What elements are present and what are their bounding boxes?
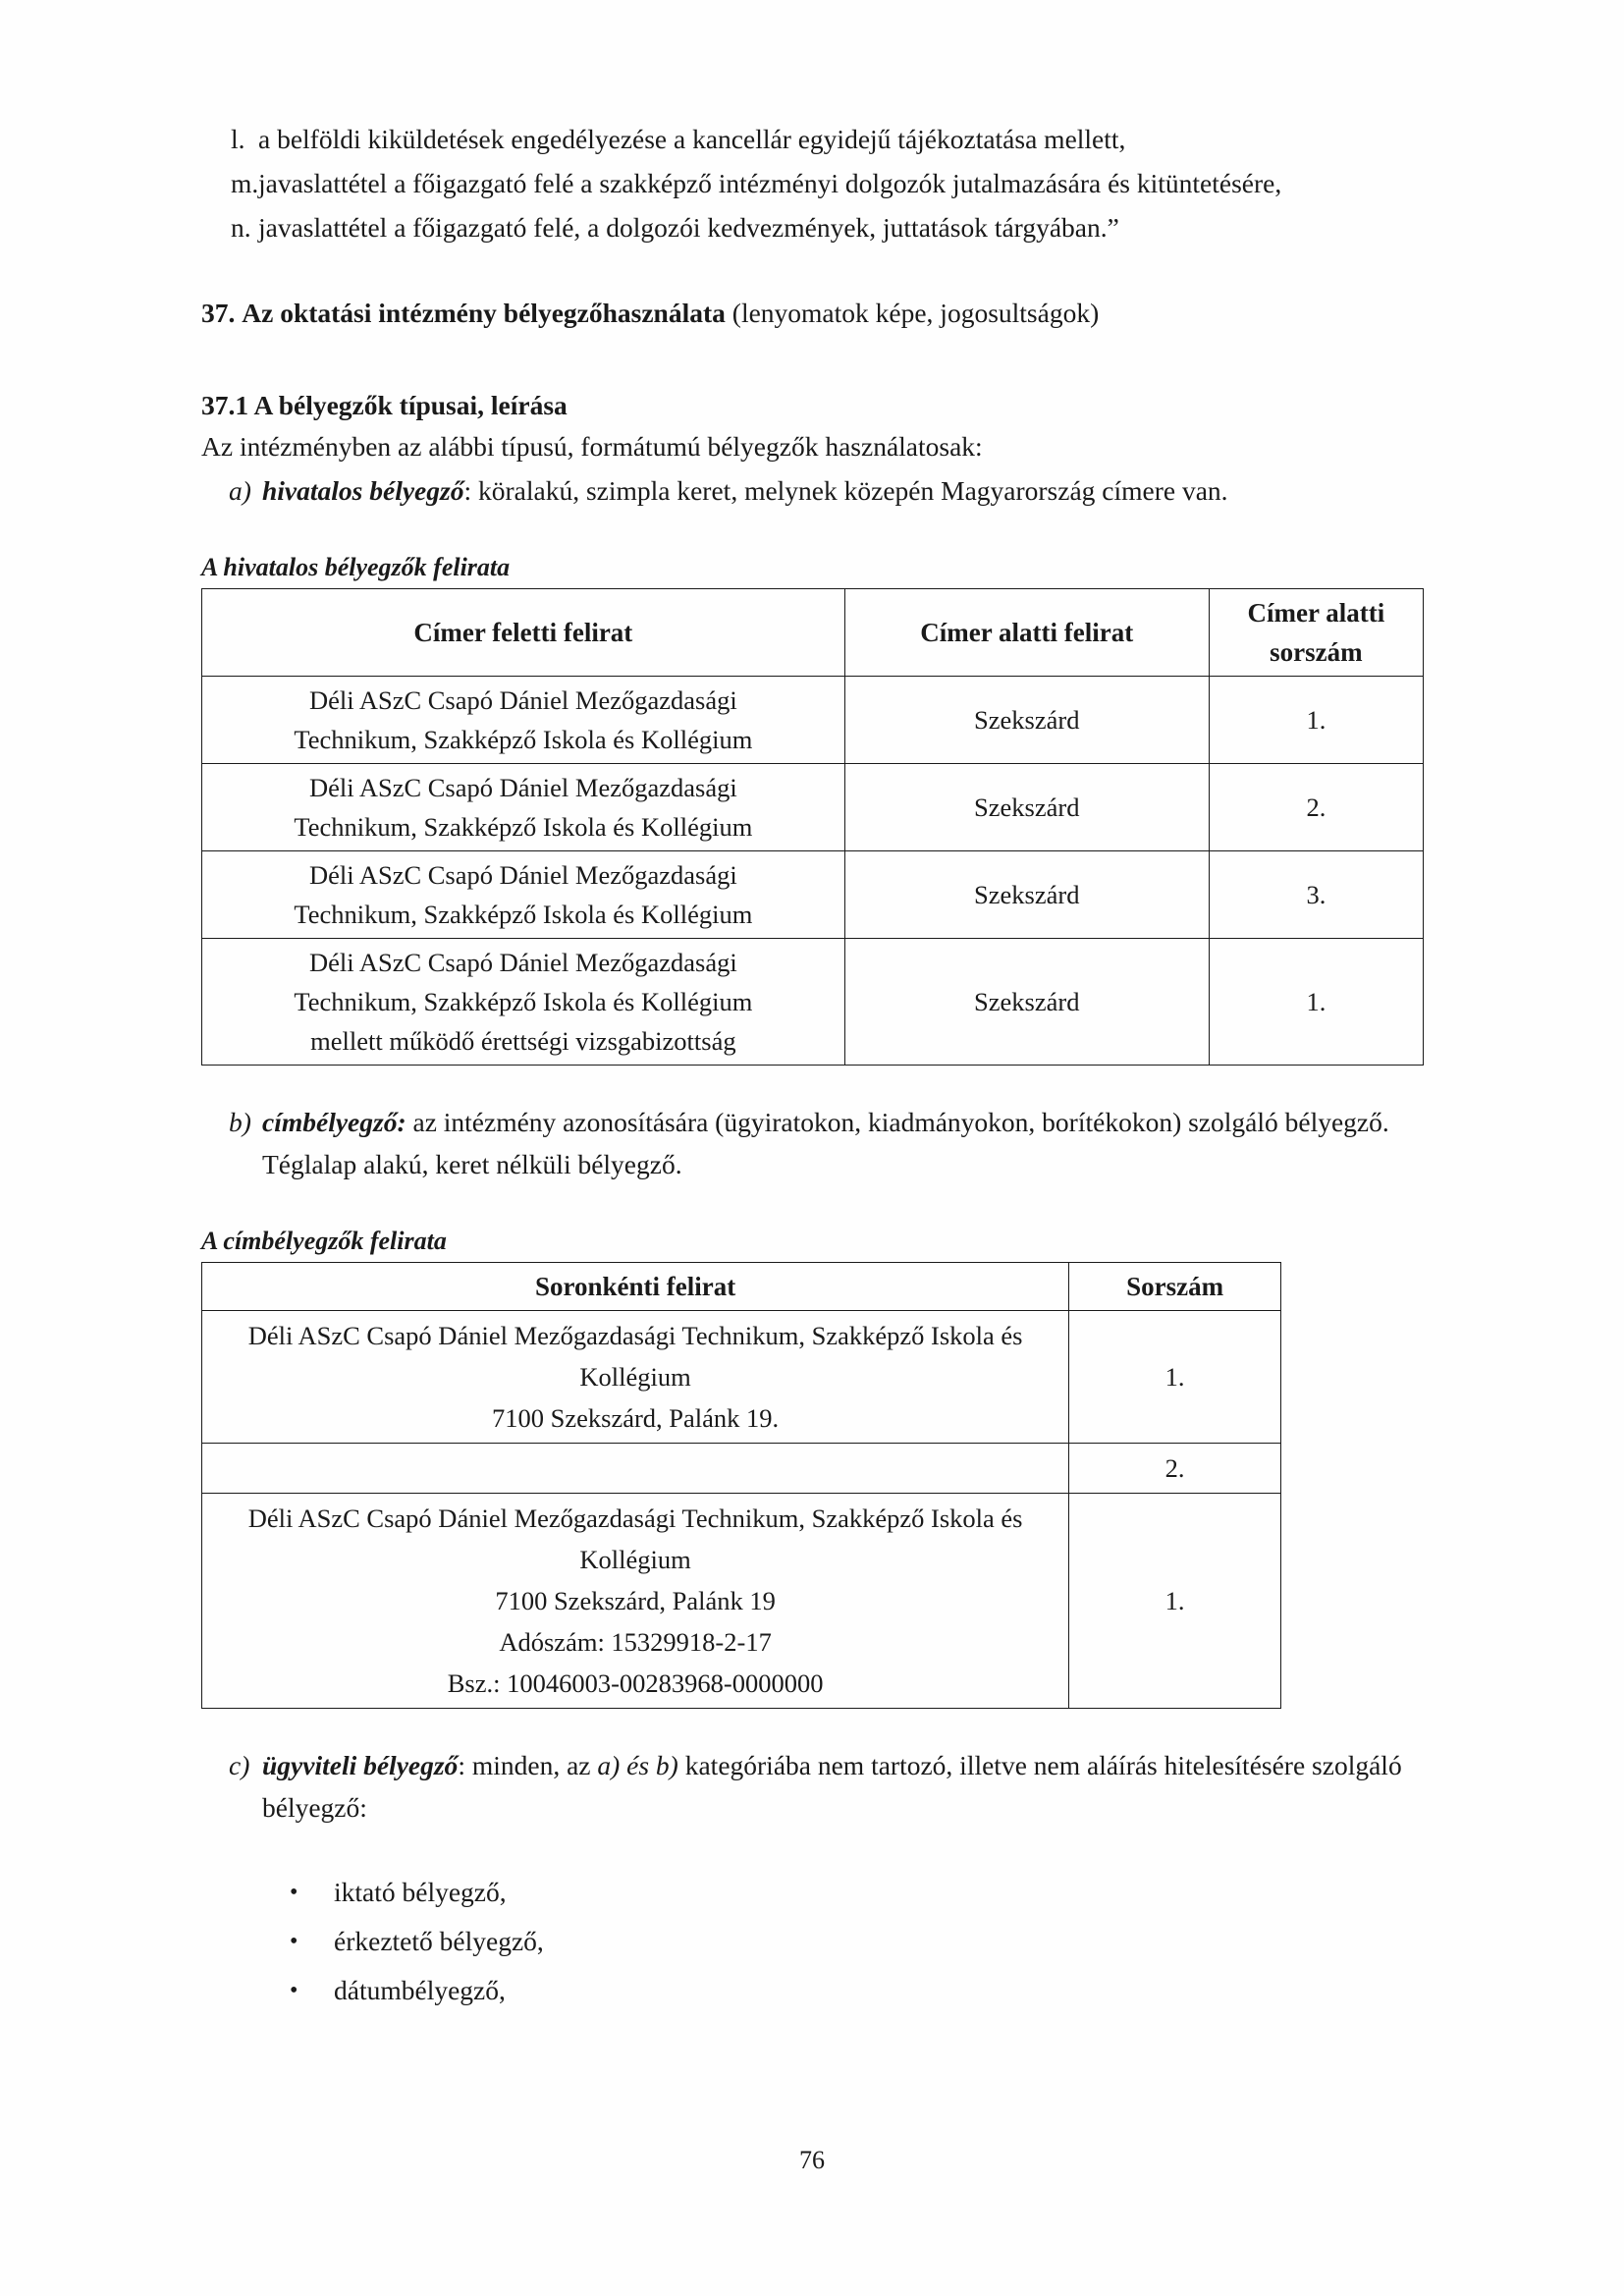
list-item (201, 206, 1424, 248)
term-rest-1: : minden, az (458, 1750, 598, 1780)
section-heading-37 (201, 294, 1424, 333)
letter-item-b (201, 1101, 1424, 1185)
table1-cell-serial: 2. (1209, 764, 1423, 851)
table-row (202, 677, 1424, 764)
cell-line: Technikum, Szakképző Iskola és Kollégium (294, 725, 753, 754)
term-rest-2: kategóriába nem tartozó, illetve nem aláírás hitelesítésére szolgáló bélyegző: (262, 1750, 1402, 1823)
address-stamps-table (201, 1262, 1281, 1709)
table2-header-1: Soronkénti felirat (202, 1263, 1069, 1311)
table1-cell-city: Szekszárd (844, 677, 1209, 764)
term-rest: az intézmény azonosítására (ügyiratokon, kiadmányokon, borítékokon) szolgáló bélyegző. Téglalap alakú, keret nélküli bélyegző. (262, 1107, 1389, 1179)
cell-line: Technikum, Szakképző Iskola és Kollégium (294, 987, 753, 1016)
table1-cell-city: Szekszárd (844, 939, 1209, 1066)
table2-caption: A címbélyegzők felirata (201, 1227, 447, 1255)
cell-line: Bsz.: 10046003-00283968-0000000 (447, 1668, 824, 1698)
cell-line: Déli ASzC Csapó Dániel Mezőgazdasági (309, 773, 737, 802)
cell-line: Technikum, Szakképző Iskola és Kollégium (294, 900, 753, 929)
section-title-bold: Az oktatási intézmény bélyegzőhasználata (242, 298, 726, 328)
letter-item-c (201, 1744, 1424, 1829)
cell-line: Déli ASzC Csapó Dániel Mezőgazdasági (309, 685, 737, 715)
cell-line: Kollégium (579, 1545, 691, 1574)
table-header-row (202, 1263, 1281, 1311)
letter-text (262, 1744, 1424, 1829)
table-row (202, 764, 1424, 851)
list-marker: n. (231, 212, 251, 243)
table2-cell-serial: 2. (1069, 1444, 1281, 1494)
list-item: • iktató bélyegző, (201, 1868, 1424, 1917)
table1-cell-serial: 1. (1209, 677, 1423, 764)
list-text: javaslattétel a főigazgató felé, a dolgozói kedvezmények, juttatások tárgyában.” (258, 212, 1119, 243)
term-ugyviteli-belyegzo: ügyviteli bélyegző (262, 1750, 459, 1780)
table-row (202, 1311, 1281, 1444)
list-marker: m. (231, 168, 259, 198)
table1-cell-name (202, 764, 845, 851)
cell-line: Déli ASzC Csapó Dániel Mezőgazdasági Technikum, Szakképző Iskola és (247, 1503, 1023, 1533)
subsection-heading-371: 37.1 A bélyegzők típusai, leírása (201, 390, 568, 420)
table-row (202, 1494, 1281, 1709)
cell-line: 7100 Szekszárd, Palánk 19 (495, 1586, 776, 1615)
table-row (202, 1444, 1281, 1494)
table-row (202, 939, 1424, 1066)
section-number: 37. (201, 298, 236, 328)
table1-cell-name (202, 677, 845, 764)
list-item (201, 162, 1424, 204)
continued-alpha-list (201, 118, 1424, 248)
letter-marker: b) (229, 1107, 251, 1137)
table1-header-3: Címer alatti sorszám (1209, 589, 1423, 677)
term-rest: : köralakú, szimpla keret, melynek közepén Magyarország címere van. (463, 475, 1228, 506)
table1-cell-name (202, 939, 845, 1066)
list-item (201, 118, 1424, 160)
table1-caption: A hivatalos bélyegzők felirata (201, 553, 511, 581)
term-hivatalos-belyegzo: hivatalos bélyegző (262, 475, 464, 506)
table2-header-2: Sorszám (1069, 1263, 1281, 1311)
table-row (202, 851, 1424, 939)
term-cimbelyegzo: címbélyegző: (262, 1107, 406, 1137)
cell-line: Déli ASzC Csapó Dániel Mezőgazdasági Technikum, Szakképző Iskola és (247, 1321, 1023, 1350)
term-emphasis-ab: a) és b) (597, 1750, 678, 1780)
page-content (201, 118, 1424, 2015)
subsection-intro: Az intézményben az alábbi típusú, formátumú bélyegzők használatosak: (201, 431, 983, 462)
table2-cell-address-empty (202, 1444, 1069, 1494)
table2-cell-serial: 1. (1069, 1311, 1281, 1444)
letter-text (262, 1101, 1424, 1185)
table-header-row (202, 589, 1424, 677)
list-text: javaslattétel a főigazgató felé a szakképző intézményi dolgozók jutalmazására és kitüntetésére, (258, 168, 1282, 198)
stamp-types-bullet-list (201, 1868, 1424, 2015)
letter-marker: a) (229, 475, 251, 506)
table1-cell-city: Szekszárd (844, 764, 1209, 851)
page-number: 76 (799, 2146, 825, 2174)
section-title-rest: (lenyomatok képe, jogosultságok) (731, 298, 1100, 328)
table1-header-2: Címer alatti felirat (844, 589, 1209, 677)
cell-line: Déli ASzC Csapó Dániel Mezőgazdasági (309, 860, 737, 890)
table1-cell-serial: 1. (1209, 939, 1423, 1066)
list-item: • érkeztető bélyegző, (201, 1917, 1424, 1966)
cell-line: Adószám: 15329918-2-17 (499, 1627, 772, 1657)
table2-cell-address (202, 1311, 1069, 1444)
table1-cell-city: Szekszárd (844, 851, 1209, 939)
table1-header-1: Címer feletti felirat (202, 589, 845, 677)
letter-item-a (201, 469, 1424, 512)
table1-cell-serial: 3. (1209, 851, 1423, 939)
list-item: • dátumbélyegző, (201, 1966, 1424, 2015)
letter-text (262, 469, 1424, 512)
cell-line: Technikum, Szakképző Iskola és Kollégium (294, 812, 753, 842)
cell-line: mellett működő érettségi vizsgabizottság (310, 1026, 736, 1056)
letter-marker: c) (229, 1750, 250, 1780)
table2-cell-address (202, 1494, 1069, 1709)
list-text: a belföldi kiküldetések engedélyezése a kancellár egyidejű tájékoztatása mellett, (258, 124, 1126, 154)
list-marker: l. (231, 124, 245, 154)
table1-cell-name (202, 851, 845, 939)
cell-line: 7100 Szekszárd, Palánk 19. (492, 1403, 780, 1433)
table2-cell-serial: 1. (1069, 1494, 1281, 1709)
official-stamps-table (201, 588, 1424, 1066)
cell-line: Déli ASzC Csapó Dániel Mezőgazdasági (309, 948, 737, 977)
cell-line: Kollégium (579, 1362, 691, 1392)
